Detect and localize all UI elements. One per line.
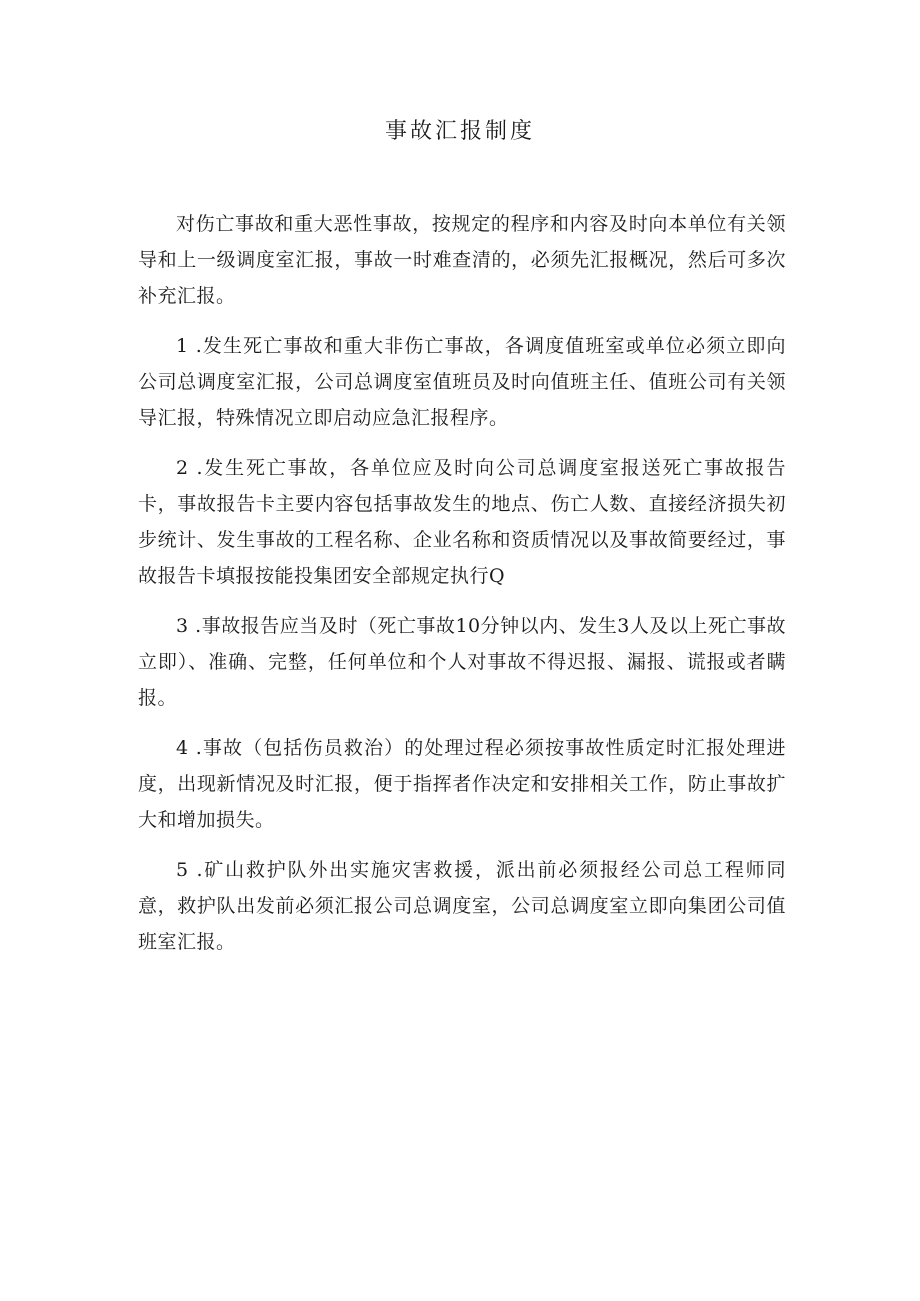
document-body bbox=[138, 206, 786, 974]
rule-item-2: 2 .发生死亡事故，各单位应及时向公司总调度室报送死亡事故报告卡，事故报告卡主要内容包括事故发生的地点、伤亡人数、直接经济损失初步统计、发生事故的工程名称、企业名称和资质情况以及事故简要经过，事故报告卡填报按能投集团安全部规定执行Q bbox=[138, 457, 786, 587]
document-title: 事故汇报制度 bbox=[384, 119, 535, 144]
intro-paragraph: 对伤亡事故和重大恶性事故，按规定的程序和内容及时向本单位有关领导和上一级调度室汇报，事故一时难查清的，必须先汇报概况，然后可多次补充汇报。 bbox=[138, 213, 786, 307]
rule-item-5: 5 .矿山救护队外出实施灾害救援，派出前必须报经公司总工程师同意，救护队出发前必须汇报公司总调度室，公司总调度室立即向集团公司值班室汇报。 bbox=[138, 859, 786, 953]
rule-item-4: 4 .事故（包括伤员救治）的处理过程必须按事故性质定时汇报处理进度，出现新情况及时汇报，便于指挥者作决定和安排相关工作，防止事故扩大和增加损失。 bbox=[138, 737, 786, 831]
rule-item-1: 1 .发生死亡事故和重大非伤亡事故，各调度值班室或单位必须立即向公司总调度室汇报，公司总调度室值班员及时向值班主任、值班公司有关领导汇报，特殊情况立即启动应急汇报程序。 bbox=[138, 335, 786, 429]
rule-item-3: 3 .事故报告应当及时（死亡事故10分钟以内、发生3人及以上死亡事故立即）、准确、完整，任何单位和个人对事故不得迟报、漏报、谎报或者瞒报。 bbox=[138, 615, 786, 709]
